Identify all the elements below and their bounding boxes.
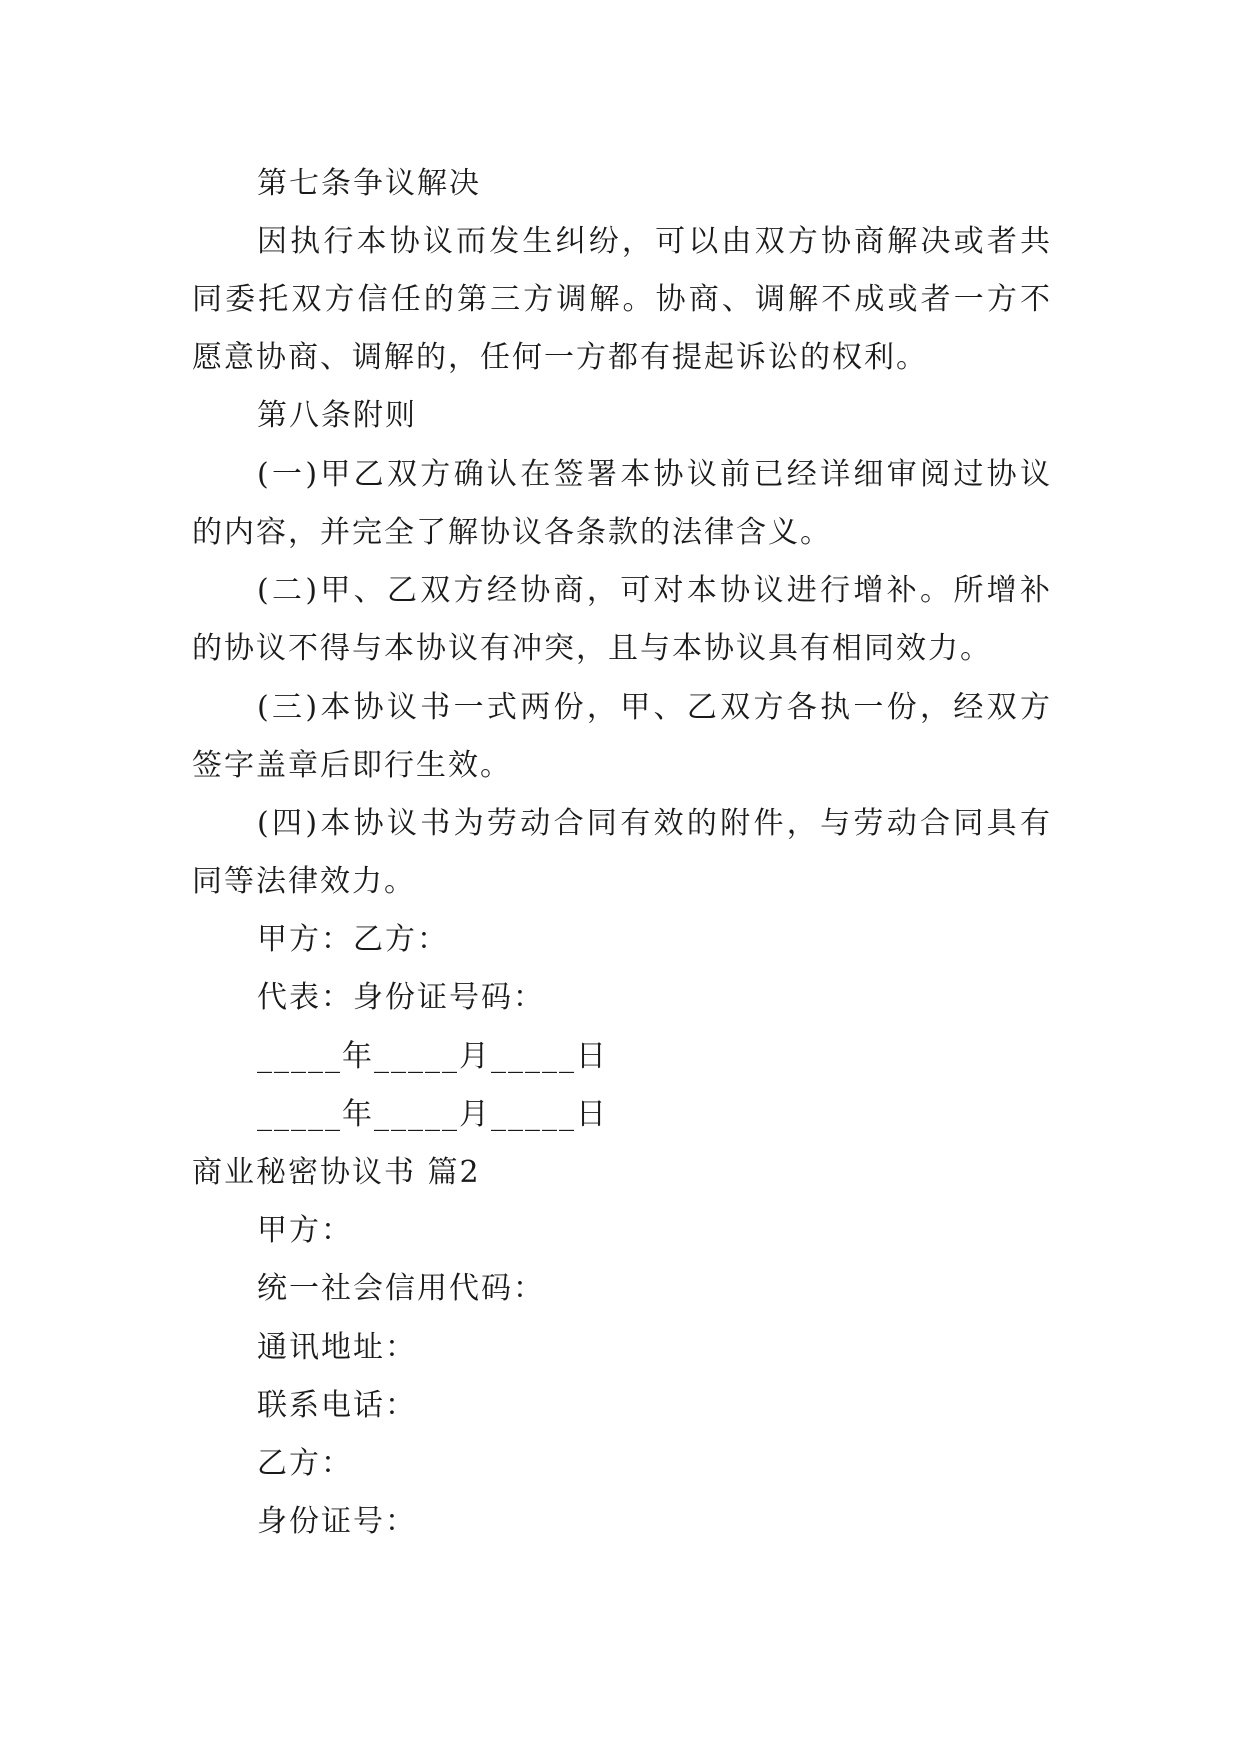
paragraph-line: (一)甲乙双方确认在签署本协议前已经详细审阅过协议 xyxy=(257,457,1050,492)
date-line: _____年_____月_____日 xyxy=(257,1039,608,1074)
paragraph-line: 愿意协商、调解的，任何一方都有提起诉讼的权利。 xyxy=(192,340,928,375)
paragraph-line: 因执行本协议而发生纠纷，可以由双方协商解决或者共 xyxy=(257,224,1050,259)
id-number-label: 身份证号： xyxy=(257,1504,417,1539)
paragraph-line: 签字盖章后即行生效。 xyxy=(192,748,512,783)
date-line: _____年_____月_____日 xyxy=(257,1097,608,1132)
address-label: 通讯地址： xyxy=(257,1330,417,1365)
paragraph-line: 同委托双方信任的第三方调解。协商、调解不成或者一方不 xyxy=(192,282,1050,317)
representative-id-line: 代表：身份证号码： xyxy=(257,980,545,1015)
signature-parties-line: 甲方：乙方： xyxy=(257,922,449,957)
paragraph-line: (三)本协议书一式两份，甲、乙双方各执一份，经双方 xyxy=(257,690,1050,725)
section-title: 商业秘密协议书 篇2 xyxy=(192,1155,481,1190)
party-b-label: 乙方： xyxy=(257,1446,353,1481)
paragraph-line: (四)本协议书为劳动合同有效的附件，与劳动合同具有 xyxy=(257,806,1050,841)
paragraph-line: (二)甲、乙双方经协商，可对本协议进行增补。所增补 xyxy=(257,573,1050,608)
paragraph-line: 的内容，并完全了解协议各条款的法律含义。 xyxy=(192,515,832,550)
article-8-heading: 第八条附则 xyxy=(257,398,417,433)
article-7-heading: 第七条争议解决 xyxy=(257,166,481,201)
paragraph-line: 同等法律效力。 xyxy=(192,864,416,899)
party-a-label: 甲方： xyxy=(257,1213,353,1248)
credit-code-label: 统一社会信用代码： xyxy=(257,1271,545,1306)
paragraph-line: 的协议不得与本协议有冲突，且与本协议具有相同效力。 xyxy=(192,631,992,666)
phone-label: 联系电话： xyxy=(257,1388,417,1423)
